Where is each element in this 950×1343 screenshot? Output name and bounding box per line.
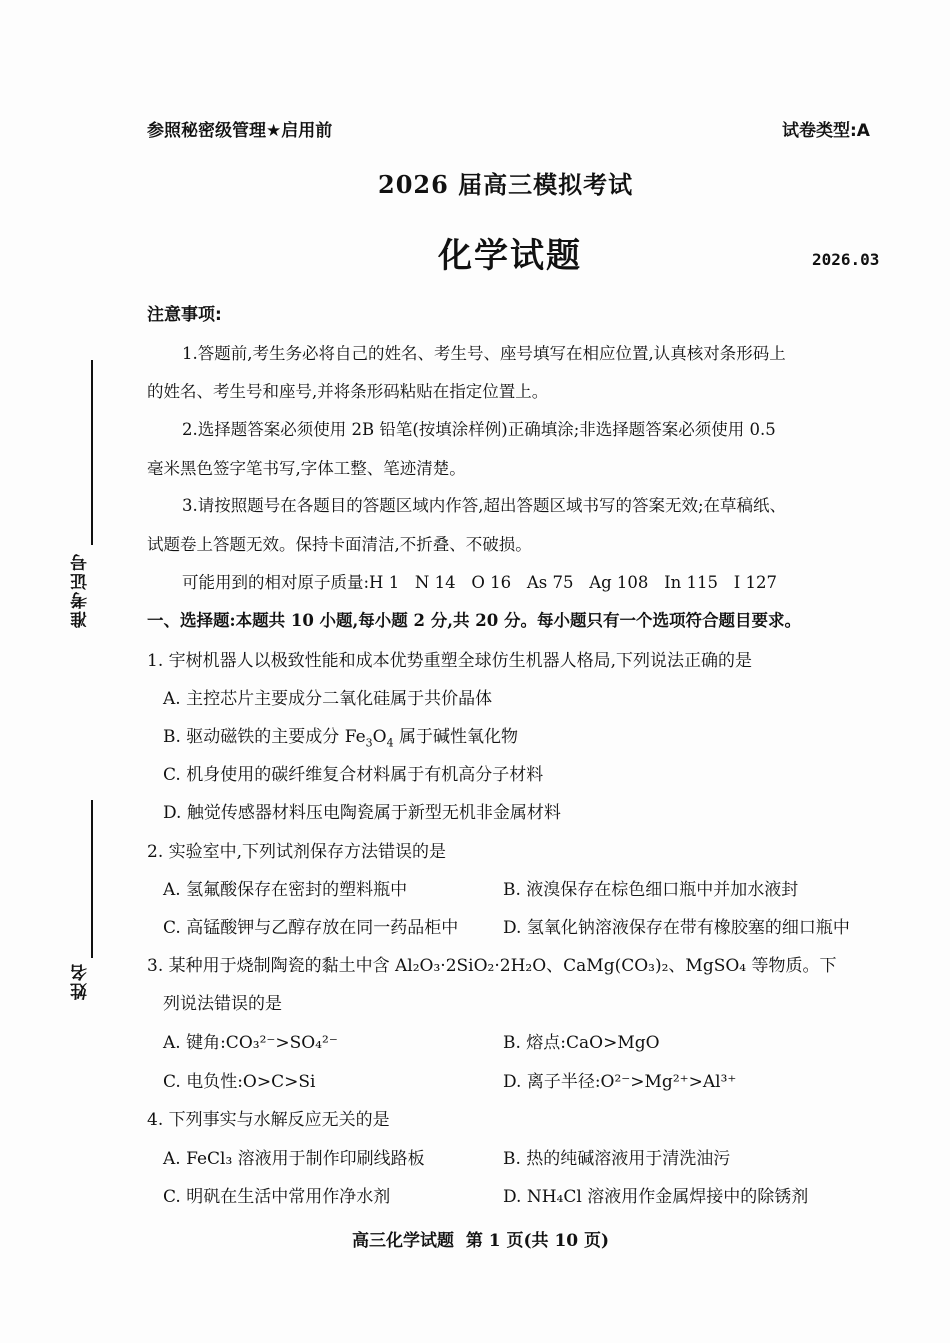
q1-b-prefix: B. 驱动磁铁的主要成分 Fe <box>163 727 366 747</box>
note-1-line-1: 1.答题前,考生务必将自己的姓名、考生号、座号填写在相应位置,认真核对条形码上 <box>182 344 786 363</box>
q2-option-c: C. 高锰酸钾与乙醇存放在同一药品柜中 <box>163 918 459 938</box>
q2-option-a: A. 氢氟酸保存在密封的塑料瓶中 <box>163 880 408 900</box>
q4-option-b: B. 热的纯碱溶液用于清洗油污 <box>503 1149 731 1169</box>
section-1-heading: 一、选择题:本题共 10 小题,每小题 2 分,共 20 分。每小题只有一个选项符合题目要求。 <box>147 611 801 630</box>
q2-option-b: B. 液溴保存在棕色细口瓶中并加水液封 <box>503 880 799 900</box>
paper-type-label: 试卷类型:A <box>782 121 870 141</box>
q1-stem: 1. 宇树机器人以极致性能和成本优势重塑全球仿生机器人格局,下列说法正确的是 <box>147 651 753 671</box>
exam-id-line <box>91 360 93 545</box>
q3-option-a: A. 键角:CO₃²⁻>SO₄²⁻ <box>163 1033 338 1053</box>
q1-b-mid: O <box>372 727 387 747</box>
q3-option-b: B. 熔点:CaO>MgO <box>503 1033 660 1053</box>
q3-stem-line-2: 列说法错误的是 <box>163 994 282 1014</box>
q3-option-d: D. 离子半径:O²⁻>Mg²⁺>Al³⁺ <box>503 1072 737 1092</box>
q4-option-c: C. 明矾在生活中常用作净水剂 <box>163 1187 391 1207</box>
notes-heading: 注意事项: <box>147 305 222 325</box>
q1-option-a: A. 主控芯片主要成分二氧化硅属于共价晶体 <box>163 689 493 709</box>
q1-option-c: C. 机身使用的碳纤维复合材料属于有机高分子材料 <box>163 765 544 785</box>
note-2-line-2: 毫米黑色签字笔书写,字体工整、笔迹清楚。 <box>147 459 466 478</box>
secrecy-label: 参照秘密级管理★启用前 <box>147 121 333 141</box>
q4-stem: 4. 下列事实与水解反应无关的是 <box>147 1110 390 1130</box>
subject-title: 化学试题 <box>438 236 582 276</box>
page-footer: 高三化学试题 第 1 页(共 10 页) <box>352 1231 610 1251</box>
q2-stem: 2. 实验室中,下列试剂保存方法错误的是 <box>147 842 447 862</box>
q1-b-sub-o: 4 <box>386 736 394 750</box>
name-line <box>91 800 93 958</box>
note-3-line-2: 试题卷上答题无效。保持卡面清洁,不折叠、不破损。 <box>147 535 532 554</box>
q2-option-d: D. 氢氧化钠溶液保存在带有橡胶塞的细口瓶中 <box>503 918 850 938</box>
note-1-line-2: 的姓名、考生号和座号,并将条形码粘贴在指定位置上。 <box>147 382 549 401</box>
q1-b-sub-fe: 3 <box>365 736 373 750</box>
exam-date: 2026.03 <box>812 250 880 269</box>
name-label: 姓名 <box>71 962 91 1000</box>
atomic-masses: 可能用到的相对原子质量:H 1 N 14 O 16 As 75 Ag 108 In 115 I 127 <box>182 573 778 592</box>
note-3-line-1: 3.请按照题号在各题目的答题区域内作答,超出答题区域书写的答案无效;在草稿纸、 <box>182 496 787 515</box>
q3-stem-line-1: 3. 某种用于烧制陶瓷的黏土中含 Al₂O₃·2SiO₂·2H₂O、CaMg(CO₃)₂、MgSO₄ 等物质。下 <box>147 956 837 976</box>
q1-option-d: D. 触觉传感器材料压电陶瓷属于新型无机非金属材料 <box>163 803 561 823</box>
note-2-line-1: 2.选择题答案必须使用 2B 铅笔(按填涂样例)正确填涂;非选择题答案必须使用 0.5 <box>182 420 776 439</box>
q1-option-b <box>163 722 518 750</box>
q4-option-d: D. NH₄Cl 溶液用作金属焊接中的除锈剂 <box>503 1187 809 1207</box>
q1-b-suffix: 属于碱性氧化物 <box>393 727 518 747</box>
exam-id-label: 准考证号 <box>71 552 91 628</box>
exam-title: 2026 届高三模拟考试 <box>378 170 634 199</box>
q4-option-a: A. FeCl₃ 溶液用于制作印刷线路板 <box>163 1149 425 1169</box>
q3-option-c: C. 电负性:O>C>Si <box>163 1072 316 1092</box>
